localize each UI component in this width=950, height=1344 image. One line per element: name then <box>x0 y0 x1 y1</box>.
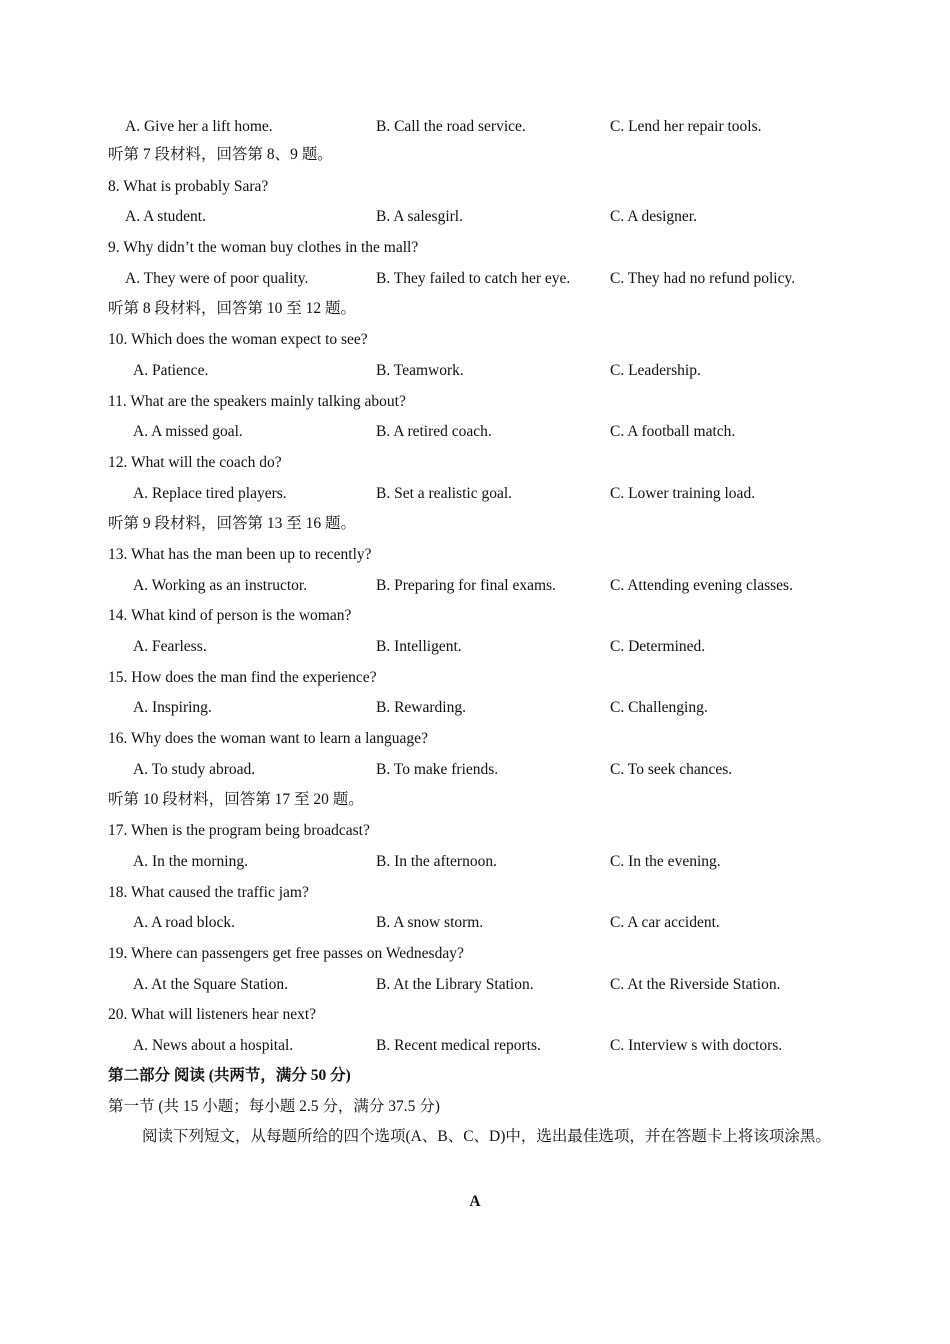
question-11: 11. What are the speakers mainly talking about? <box>108 393 406 410</box>
options-row-q20 <box>108 1035 848 1057</box>
option-c: C. Attending evening classes. <box>610 577 793 594</box>
option-a: A. Replace tired players. <box>133 485 287 502</box>
option-c: C. Determined. <box>610 638 706 655</box>
option-c: C. Lower training load. <box>610 485 756 502</box>
options-row-q18 <box>108 912 848 934</box>
option-b: B. They failed to catch her eye. <box>376 270 571 287</box>
option-b: B. A retired coach. <box>376 423 492 440</box>
option-c: C. Leadership. <box>610 362 701 379</box>
option-a: A. A missed goal. <box>133 423 243 440</box>
option-b: B. A snow storm. <box>376 914 484 931</box>
section-instruction-7: 听第 7 段材料，回答第 8、9 题。 <box>108 146 333 163</box>
question-12: 12. What will the coach do? <box>108 454 282 471</box>
question-14: 14. What kind of person is the woman? <box>108 607 352 624</box>
option-a: A. Working as an instructor. <box>133 577 308 594</box>
options-row-q8 <box>108 206 848 228</box>
options-row-q13 <box>108 575 848 597</box>
question-9: 9. Why didn’t the woman buy clothes in the mall? <box>108 239 419 256</box>
passage-label: A <box>469 1193 481 1210</box>
option-b: B. Teamwork. <box>376 362 464 379</box>
option-c: C. A football match. <box>610 423 736 440</box>
question-13: 13. What has the man been up to recently? <box>108 546 372 563</box>
option-a: A. In the morning. <box>133 853 248 870</box>
option-a: A. Inspiring. <box>133 699 212 716</box>
option-b: B. Call the road service. <box>376 118 526 135</box>
section-one-heading: 第一节 (共 15 小题；每小题 2.5 分，满分 37.5 分) <box>108 1098 440 1115</box>
options-row-q12 <box>108 483 848 505</box>
option-b: B. Rewarding. <box>376 699 466 716</box>
option-a: A. Patience. <box>133 362 209 379</box>
options-row-q14 <box>108 636 848 658</box>
question-19: 19. Where can passengers get free passes on Wednesday? <box>108 945 464 962</box>
option-c: C. In the evening. <box>610 853 721 870</box>
option-b: B. To make friends. <box>376 761 499 778</box>
question-20: 20. What will listeners hear next? <box>108 1006 317 1023</box>
options-row-q7 <box>108 116 848 138</box>
option-c: C. Interview s with doctors. <box>610 1037 783 1054</box>
reading-instructions: 阅读下列短文，从每题所给的四个选项(A、B、C、D)中，选出最佳选项，并在答题卡上将该项涂黑。 <box>142 1128 831 1145</box>
question-8: 8. What is probably Sara? <box>108 178 269 195</box>
options-row-q15 <box>108 697 848 719</box>
option-b: B. In the afternoon. <box>376 853 497 870</box>
option-a: A. A road block. <box>133 914 236 931</box>
options-row-q16 <box>108 759 848 781</box>
section-instruction-9: 听第 9 段材料，回答第 13 至 16 题。 <box>108 515 357 532</box>
options-row-q17 <box>108 851 848 873</box>
option-c: C. To seek chances. <box>610 761 733 778</box>
option-a: A. News about a hospital. <box>133 1037 294 1054</box>
option-b: B. Intelligent. <box>376 638 462 655</box>
option-a: A. A student. <box>125 208 206 225</box>
options-row-q19 <box>108 974 848 996</box>
question-17: 17. When is the program being broadcast? <box>108 822 370 839</box>
question-10: 10. Which does the woman expect to see? <box>108 331 368 348</box>
option-b: B. Preparing for final exams. <box>376 577 556 594</box>
option-b: B. Recent medical reports. <box>376 1037 541 1054</box>
option-b: B. A salesgirl. <box>376 208 463 225</box>
option-c: C. A designer. <box>610 208 697 225</box>
option-b: B. Set a realistic goal. <box>376 485 513 502</box>
options-row-q9 <box>108 268 848 290</box>
option-c: C. Challenging. <box>610 699 708 716</box>
option-c: C. They had no refund policy. <box>610 270 796 287</box>
option-a: A. To study abroad. <box>133 761 256 778</box>
part-two-heading: 第二部分 阅读 (共两节，满分 50 分) <box>108 1067 351 1084</box>
question-18: 18. What caused the traffic jam? <box>108 884 309 901</box>
option-a: A. Fearless. <box>133 638 207 655</box>
section-instruction-10: 听第 10 段材料，回答第 17 至 20 题。 <box>108 791 364 808</box>
option-c: C. A car accident. <box>610 914 720 931</box>
section-instruction-8: 听第 8 段材料，回答第 10 至 12 题。 <box>108 300 357 317</box>
option-b: B. At the Library Station. <box>376 976 534 993</box>
option-a: A. They were of poor quality. <box>125 270 309 287</box>
option-a: A. At the Square Station. <box>133 976 288 993</box>
options-row-q10 <box>108 360 848 382</box>
option-c: C. Lend her repair tools. <box>610 118 762 135</box>
question-15: 15. How does the man find the experience? <box>108 669 377 686</box>
question-16: 16. Why does the woman want to learn a language? <box>108 730 428 747</box>
option-a: A. Give her a lift home. <box>125 118 273 135</box>
options-row-q11 <box>108 421 848 443</box>
option-c: C. At the Riverside Station. <box>610 976 781 993</box>
